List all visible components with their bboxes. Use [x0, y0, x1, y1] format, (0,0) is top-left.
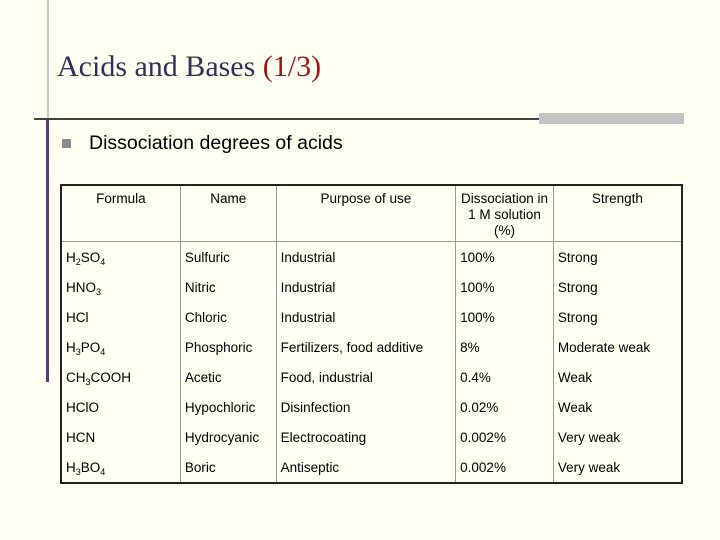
table-row	[61, 332, 682, 362]
cell-strength: Weak	[553, 362, 682, 392]
cell-formula	[61, 272, 180, 302]
left-rule-upper	[47, 0, 49, 120]
table-header-row	[61, 185, 682, 242]
cell-name: Hydrocyanic	[180, 422, 276, 452]
table-body	[61, 242, 682, 484]
cell-name: Phosphoric	[180, 332, 276, 362]
cell-strength: Strong	[553, 302, 682, 332]
cell-purpose: Fertilizers, food additive	[276, 332, 456, 362]
cell-dissociation: 0.02%	[456, 392, 554, 422]
bullet-text: Dissociation degrees of acids	[89, 132, 343, 154]
cell-purpose: Antiseptic	[276, 452, 456, 483]
formula-subscript: 4	[100, 466, 106, 477]
title-divider-accent	[539, 113, 684, 124]
table-row	[61, 242, 682, 273]
formula-text: BO	[80, 459, 101, 475]
cell-name: Sulfuric	[180, 242, 276, 273]
cell-dissociation: 100%	[456, 272, 554, 302]
column-header-dissociation: Dissociation in 1 M solution (%)	[456, 185, 554, 242]
cell-name: Chloric	[180, 302, 276, 332]
formula-text: HCN	[66, 429, 96, 445]
table-row	[61, 302, 682, 332]
formula-text: SO	[80, 249, 101, 265]
cell-formula	[61, 362, 180, 392]
cell-dissociation: 0.4%	[456, 362, 554, 392]
slide-title-text: Acids and Bases	[57, 50, 256, 83]
cell-formula	[61, 332, 180, 362]
formula-text: CH	[66, 369, 86, 385]
formula-subscript: 2	[75, 256, 81, 267]
formula-text: HClO	[66, 399, 99, 415]
cell-formula	[61, 302, 180, 332]
table-row	[61, 452, 682, 483]
cell-purpose: Industrial	[276, 272, 456, 302]
cell-dissociation: 100%	[456, 302, 554, 332]
formula-subscript: 3	[85, 376, 91, 387]
column-header-name: Name	[180, 185, 276, 242]
cell-purpose: Food, industrial	[276, 362, 456, 392]
cell-strength: Strong	[553, 272, 682, 302]
formula-text: H	[66, 339, 76, 355]
cell-formula	[61, 392, 180, 422]
formula-text: HCl	[66, 309, 89, 325]
cell-strength: Strong	[553, 242, 682, 273]
cell-name: Acetic	[180, 362, 276, 392]
cell-strength: Very weak	[553, 422, 682, 452]
title-divider	[34, 118, 539, 120]
cell-formula	[61, 422, 180, 452]
formula-text: COOH	[90, 369, 132, 385]
table-row	[61, 362, 682, 392]
table-row	[61, 392, 682, 422]
cell-strength: Moderate weak	[553, 332, 682, 362]
cell-dissociation: 100%	[456, 242, 554, 273]
cell-purpose: Electrocoating	[276, 422, 456, 452]
table-row	[61, 422, 682, 452]
column-header-strength: Strength	[553, 185, 682, 242]
cell-formula	[61, 452, 180, 483]
cell-purpose: Disinfection	[276, 392, 456, 422]
cell-name: Boric	[180, 452, 276, 483]
square-bullet-icon	[62, 139, 71, 148]
slide-page-marker: (1/3)	[262, 50, 322, 83]
column-header-formula: Formula	[96, 191, 146, 206]
formula-subscript: 3	[96, 286, 102, 297]
cell-purpose: Industrial	[276, 242, 456, 273]
formula-subscript: 3	[75, 466, 81, 477]
acid-dissociation-table	[60, 184, 683, 484]
column-header-purpose: Purpose of use	[276, 185, 456, 242]
cell-dissociation: 0.002%	[456, 422, 554, 452]
cell-purpose: Industrial	[276, 302, 456, 332]
cell-name: Nitric	[180, 272, 276, 302]
formula-subscript: 4	[100, 346, 106, 357]
formula-subscript: 3	[75, 346, 81, 357]
left-rule-lower	[46, 120, 49, 382]
cell-dissociation: 8%	[456, 332, 554, 362]
formula-subscript: 4	[100, 256, 106, 267]
formula-text: PO	[80, 339, 101, 355]
formula-text: H	[66, 459, 76, 475]
cell-formula	[61, 242, 180, 273]
cell-dissociation: 0.002%	[456, 452, 554, 483]
formula-text: HNO	[66, 279, 96, 295]
table-row	[61, 272, 682, 302]
cell-strength: Weak	[553, 392, 682, 422]
formula-text: H	[66, 249, 76, 265]
cell-name: Hypochloric	[180, 392, 276, 422]
cell-strength: Very weak	[553, 452, 682, 483]
slide-title	[57, 50, 321, 84]
bullet-item	[62, 132, 343, 155]
